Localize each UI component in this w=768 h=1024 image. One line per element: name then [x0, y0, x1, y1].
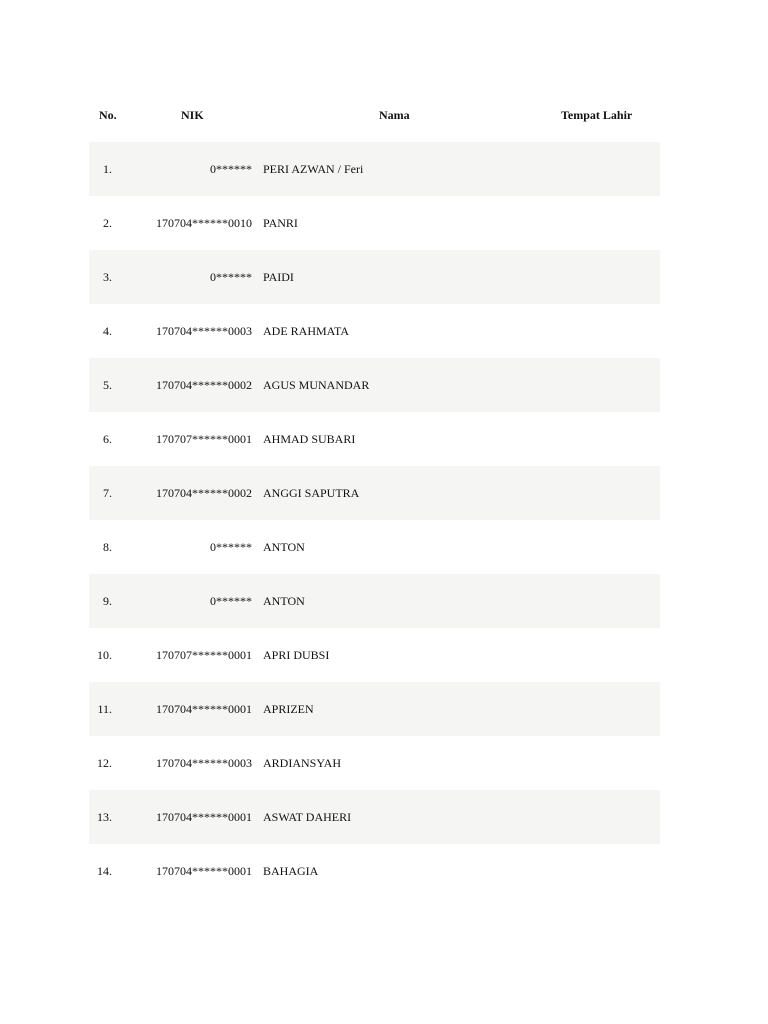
table-row — [89, 196, 660, 250]
table-row — [89, 844, 660, 898]
table-row — [89, 142, 660, 196]
table-row — [89, 358, 660, 412]
cell-no: 5. — [103, 378, 112, 392]
cell-nik: 0****** — [210, 540, 252, 554]
cell-nik: 170704******0001 — [156, 702, 252, 716]
cell-nik: 0****** — [210, 270, 252, 284]
cell-nama: ASWAT DAHERI — [263, 810, 352, 824]
cell-no: 12. — [97, 756, 112, 770]
cell-nik: 0****** — [210, 594, 252, 608]
table-row — [89, 304, 660, 358]
table-row — [89, 628, 660, 682]
cell-no: 6. — [103, 432, 112, 446]
cell-nik: 170704******0001 — [156, 864, 252, 878]
table-header — [89, 88, 660, 142]
table-body — [89, 142, 660, 898]
table-row — [89, 520, 660, 574]
cell-no: 14. — [97, 864, 112, 878]
cell-no: 3. — [103, 270, 112, 284]
table-row — [89, 574, 660, 628]
document-page — [89, 88, 660, 898]
cell-no: 11. — [97, 702, 112, 716]
header-no: No. — [99, 108, 117, 122]
table-row — [89, 682, 660, 736]
header-tempat-lahir: Tempat Lahir — [561, 108, 633, 122]
cell-nik: 170704******0003 — [156, 324, 252, 338]
cell-no: 13. — [97, 810, 112, 824]
cell-nik: 170704******0002 — [156, 486, 252, 500]
cell-no: 4. — [103, 324, 112, 338]
cell-nama: PANRI — [263, 216, 298, 230]
cell-nama: PAIDI — [263, 270, 294, 284]
header-nik: NIK — [181, 108, 204, 122]
cell-nama: AGUS MUNANDAR — [263, 378, 370, 392]
cell-nama: APRIZEN — [263, 702, 314, 716]
cell-nik: 170704******0001 — [156, 810, 252, 824]
cell-nik: 170704******0010 — [156, 216, 252, 230]
cell-nik: 0****** — [210, 162, 252, 176]
cell-nik: 170707******0001 — [156, 432, 252, 446]
cell-nama: PERI AZWAN / Feri — [263, 162, 364, 176]
table-row — [89, 412, 660, 466]
cell-nik: 170707******0001 — [156, 648, 252, 662]
cell-nama: ADE RAHMATA — [263, 324, 350, 338]
cell-no: 2. — [103, 216, 112, 230]
table-row — [89, 736, 660, 790]
cell-no: 7. — [103, 486, 112, 500]
header-nama: Nama — [379, 108, 410, 122]
table-row — [89, 790, 660, 844]
cell-nama: ANTON — [263, 594, 305, 608]
cell-nama: APRI DUBSI — [263, 648, 330, 662]
cell-nik: 170704******0002 — [156, 378, 252, 392]
cell-nama: ARDIANSYAH — [263, 756, 342, 770]
cell-no: 1. — [103, 162, 112, 176]
cell-nama: ANGGI SAPUTRA — [263, 486, 360, 500]
cell-no: 9. — [103, 594, 112, 608]
table-row — [89, 466, 660, 520]
cell-nama: ANTON — [263, 540, 305, 554]
cell-nama: BAHAGIA — [263, 864, 319, 878]
table-row — [89, 250, 660, 304]
cell-nama: AHMAD SUBARI — [263, 432, 356, 446]
cell-no: 10. — [97, 648, 112, 662]
cell-nik: 170704******0003 — [156, 756, 252, 770]
cell-no: 8. — [103, 540, 112, 554]
